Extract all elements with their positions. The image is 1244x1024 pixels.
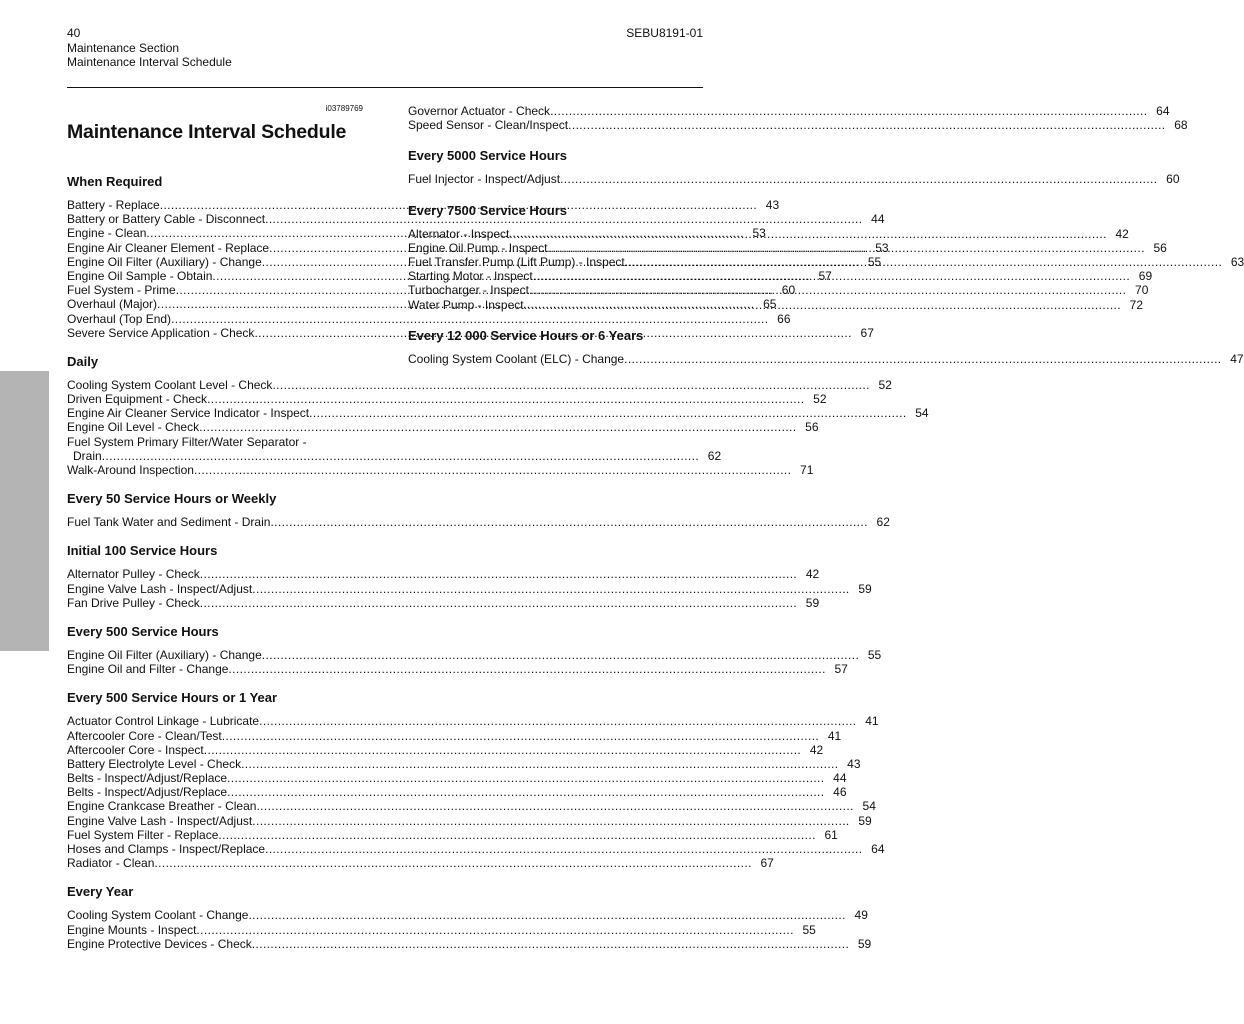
task-name: Aftercooler Core - Inspect	[67, 742, 204, 757]
task-entry	[67, 813, 872, 828]
page-reference: 59	[858, 581, 872, 596]
task-list	[67, 647, 882, 677]
task-name: Battery Electrolyte Level - Check	[67, 756, 242, 771]
dot-leader	[252, 937, 849, 951]
task-entry	[67, 463, 814, 478]
section-heading: Every 12 000 Service Hours or 6 Years	[408, 327, 644, 343]
task-name: Walk-Around Inspection	[67, 463, 194, 478]
task-entry	[67, 581, 872, 596]
task-name: Cooling System Coolant (ELC) - Change	[408, 351, 625, 366]
task-entry	[67, 756, 861, 771]
page-header	[67, 26, 703, 70]
task-name: Battery - Replace	[67, 198, 160, 212]
task-name: Engine Air Cleaner Service Indicator - Inspect	[67, 406, 310, 421]
page-reference: 64	[871, 842, 885, 857]
interval-section-initial-100-service-hours	[67, 543, 872, 610]
page-reference: 46	[833, 785, 847, 800]
section-heading: Every 5000 Service Hours	[408, 148, 567, 164]
task-name: Engine - Clean	[67, 226, 147, 241]
task-list	[67, 377, 929, 478]
page-reference: 42	[809, 742, 824, 757]
page-reference: 54	[862, 799, 876, 814]
page-reference: 67	[860, 325, 874, 340]
interval-section-every-50-service-hours-or-weekly	[67, 491, 890, 530]
page-reference: 55	[867, 647, 882, 662]
interval-section-every-500-service-hours	[67, 623, 882, 677]
task-name: Severe Service Application - Check	[67, 325, 255, 340]
page-reference: 64	[1156, 104, 1170, 118]
reference-id: i03789769	[325, 104, 363, 113]
task-list	[67, 908, 872, 951]
task-name-continued-row	[67, 448, 722, 463]
dot-leader	[200, 567, 797, 581]
page-reference: 60	[1166, 172, 1180, 187]
task-entry	[67, 728, 842, 743]
section-heading: Every 50 Service Hours or Weekly	[67, 491, 277, 507]
page-reference: 59	[857, 936, 872, 951]
subsection-name: Maintenance Interval Schedule	[67, 55, 232, 69]
dot-leader	[194, 463, 791, 477]
task-entry	[408, 104, 1170, 118]
task-entry	[67, 714, 879, 729]
page-reference: 41	[827, 728, 842, 743]
task-entry	[67, 392, 827, 407]
task-name: Aftercooler Core - Clean/Test	[67, 728, 222, 743]
task-name: Turbocharger - Inspect	[408, 283, 529, 298]
dot-leader	[207, 392, 804, 406]
page-reference: 60	[781, 283, 796, 298]
dot-leader	[252, 814, 849, 828]
page-number: 40	[67, 26, 81, 40]
task-name: Fuel System Filter - Replace	[67, 827, 219, 842]
page-reference: 66	[777, 311, 791, 326]
section-thumb-tab	[0, 371, 49, 651]
task-list	[67, 515, 890, 530]
task-entry	[67, 515, 890, 530]
dot-leader	[256, 799, 853, 813]
dot-leader	[241, 757, 838, 771]
dot-leader	[533, 269, 1130, 283]
page-reference: 69	[1138, 269, 1153, 284]
task-name: Driven Equipment - Check	[67, 392, 208, 407]
task-entry	[67, 856, 774, 871]
task-name: Fuel System - Prime	[67, 283, 176, 298]
task-entry	[67, 842, 885, 857]
dot-leader	[272, 378, 869, 392]
task-entry	[67, 311, 791, 326]
dot-leader	[227, 785, 824, 799]
task-list	[408, 104, 1188, 133]
page-reference: 59	[805, 595, 820, 610]
task-entry	[67, 406, 929, 421]
task-entry	[67, 567, 820, 582]
page-reference: 54	[915, 406, 929, 421]
page-reference: 59	[858, 813, 872, 828]
task-entry	[67, 742, 824, 757]
dot-leader	[265, 842, 862, 856]
task-entry	[408, 351, 1244, 366]
dot-leader	[270, 515, 867, 529]
page-reference: 42	[1115, 226, 1129, 241]
task-name: Engine Oil Filter (Auxiliary) - Change	[67, 254, 262, 269]
interval-section-every-year	[67, 884, 872, 951]
dot-leader	[154, 856, 751, 870]
section-heading: Every 7500 Service Hours	[408, 202, 567, 218]
task-name: Actuator Control Linkage - Lubricate	[67, 714, 260, 729]
task-entry	[67, 434, 722, 463]
dot-leader	[509, 227, 1106, 241]
header-divider	[67, 87, 703, 88]
page-reference: 72	[1129, 297, 1144, 312]
task-name: Cooling System Coolant Level - Check	[67, 377, 273, 392]
page-reference: 53	[752, 226, 766, 241]
section-heading: When Required	[67, 174, 163, 189]
page-reference: 44	[833, 771, 847, 786]
task-name: Fuel Tank Water and Sediment - Drain	[67, 515, 271, 530]
page-reference: 56	[805, 420, 819, 435]
task-list	[67, 714, 885, 871]
dot-leader	[218, 828, 815, 842]
page-reference: 52	[878, 377, 892, 392]
task-entry	[67, 799, 876, 814]
page-reference: 61	[824, 827, 838, 842]
task-name: Engine Oil Pump - Inspect	[408, 240, 548, 255]
task-name: Engine Oil Sample - Obtain	[67, 268, 213, 283]
page-reference: 55	[802, 922, 816, 937]
page-reference: 63	[1230, 254, 1244, 269]
section-heading: Daily	[67, 353, 99, 369]
dot-leader	[196, 923, 793, 937]
dot-leader	[550, 104, 1147, 118]
task-name: Engine Air Cleaner Element - Replace	[67, 240, 270, 255]
task-name: Radiator - Clean	[67, 856, 155, 871]
task-name: Alternator Pulley - Check	[67, 567, 200, 582]
dot-leader	[625, 255, 1222, 269]
task-name: Overhaul (Top End)	[67, 311, 172, 326]
task-name: Hoses and Clamps - Inspect/Replace	[67, 842, 266, 857]
page-reference: 62	[876, 515, 890, 530]
dot-leader	[568, 118, 1165, 132]
task-entry	[67, 595, 820, 610]
task-entry	[67, 936, 872, 951]
task-name: Belts - Inspect/Adjust/Replace	[67, 785, 228, 800]
task-list	[408, 172, 1180, 187]
page-reference: 55	[867, 254, 882, 269]
task-name: Battery or Battery Cable - Disconnect	[67, 212, 266, 227]
task-name: Engine Valve Lash - Inspect/Adjust	[67, 581, 253, 596]
dot-leader	[227, 771, 824, 785]
task-entry	[408, 172, 1180, 187]
task-name: Fuel System Primary Filter/Water Separator -	[67, 434, 307, 449]
task-name: Engine Mounts - Inspect	[67, 922, 197, 937]
task-name: Fuel Transfer Pump (Lift Pump) - Inspect	[408, 254, 625, 269]
section-heading: Every Year	[67, 884, 134, 900]
dot-leader	[228, 662, 825, 676]
interval-section-continued	[408, 104, 1188, 133]
page-reference: 70	[1135, 283, 1149, 298]
dot-leader	[204, 743, 801, 757]
task-name-continued: Drain	[73, 448, 102, 463]
page-reference: 65	[763, 297, 777, 312]
task-name: Belts - Inspect/Adjust/Replace	[67, 771, 228, 786]
page-reference: 68	[1174, 118, 1188, 133]
page-reference: 53	[875, 240, 889, 255]
task-entry	[67, 922, 816, 937]
task-name: Water Pump - Inspect	[408, 297, 524, 312]
page-reference: 49	[854, 908, 868, 923]
section-heading: Initial 100 Service Hours	[67, 543, 218, 559]
task-entry	[67, 647, 882, 662]
task-entry	[408, 118, 1188, 133]
page-reference: 43	[765, 198, 780, 212]
task-name: Fan Drive Pulley - Check	[67, 595, 200, 610]
page-reference: 52	[813, 392, 827, 407]
dot-leader	[199, 420, 796, 434]
task-entry	[67, 420, 819, 435]
task-entry	[67, 785, 847, 800]
page-reference: 62	[707, 448, 722, 463]
page-title: Maintenance Interval Schedule	[67, 121, 347, 143]
dot-leader	[560, 172, 1157, 186]
interval-section-every-500-service-hours-or-1-year	[67, 690, 885, 871]
page-reference: 71	[800, 463, 814, 478]
task-name: Engine Crankcase Breather - Clean	[67, 799, 257, 814]
page-reference: 56	[1153, 240, 1167, 255]
dot-leader	[524, 298, 1121, 312]
section-name: Maintenance Section	[67, 40, 180, 55]
dot-leader	[262, 648, 859, 662]
dot-leader	[248, 908, 845, 922]
dot-leader	[624, 352, 1221, 366]
page-reference: 47	[1230, 351, 1244, 366]
document-number: SEBU8191-01	[626, 26, 703, 40]
dot-leader	[259, 714, 856, 728]
task-list	[408, 351, 1244, 366]
task-entry	[67, 662, 848, 677]
task-entry	[67, 212, 885, 227]
task-entry	[67, 377, 892, 392]
page-reference: 41	[865, 714, 879, 729]
task-name: Overhaul (Major)	[67, 297, 158, 312]
task-name: Engine Oil and Filter - Change	[67, 662, 229, 677]
task-name: Speed Sensor - Clean/Inspect	[408, 118, 569, 133]
task-name: Governor Actuator - Check	[408, 104, 551, 118]
task-entry	[67, 908, 868, 923]
task-name: Fuel Injector - Inspect/Adjust	[408, 172, 561, 187]
dot-leader	[200, 596, 797, 610]
page-reference: 42	[805, 567, 820, 582]
page-reference: 57	[834, 662, 848, 677]
page-reference: 43	[847, 756, 861, 771]
dot-leader	[529, 283, 1126, 297]
task-name: Starting Motor - Inspect	[408, 269, 533, 284]
task-entry	[67, 827, 838, 842]
task-name: Engine Oil Filter (Auxiliary) - Change	[67, 647, 262, 662]
task-name: Engine Protective Devices - Check	[67, 936, 252, 951]
dot-leader	[252, 582, 849, 596]
dot-leader	[309, 406, 906, 420]
page-reference: 44	[871, 212, 885, 227]
dot-leader	[102, 449, 699, 463]
task-name: Alternator - Inspect	[408, 226, 510, 241]
section-heading: Every 500 Service Hours or 1 Year	[67, 690, 278, 706]
section-heading: Every 500 Service Hours	[67, 623, 219, 639]
task-name: Engine Valve Lash - Inspect/Adjust	[67, 813, 253, 828]
task-entry	[67, 771, 847, 786]
page-reference: 67	[760, 856, 774, 871]
dot-leader	[547, 241, 1144, 255]
page-reference: 57	[818, 268, 832, 283]
task-name: Engine Oil Level - Check	[67, 420, 200, 435]
task-list	[67, 567, 872, 610]
interval-section-every-5000-service-hours	[408, 148, 1180, 187]
dot-leader	[222, 729, 819, 743]
task-name: Cooling System Coolant - Change	[67, 908, 249, 923]
